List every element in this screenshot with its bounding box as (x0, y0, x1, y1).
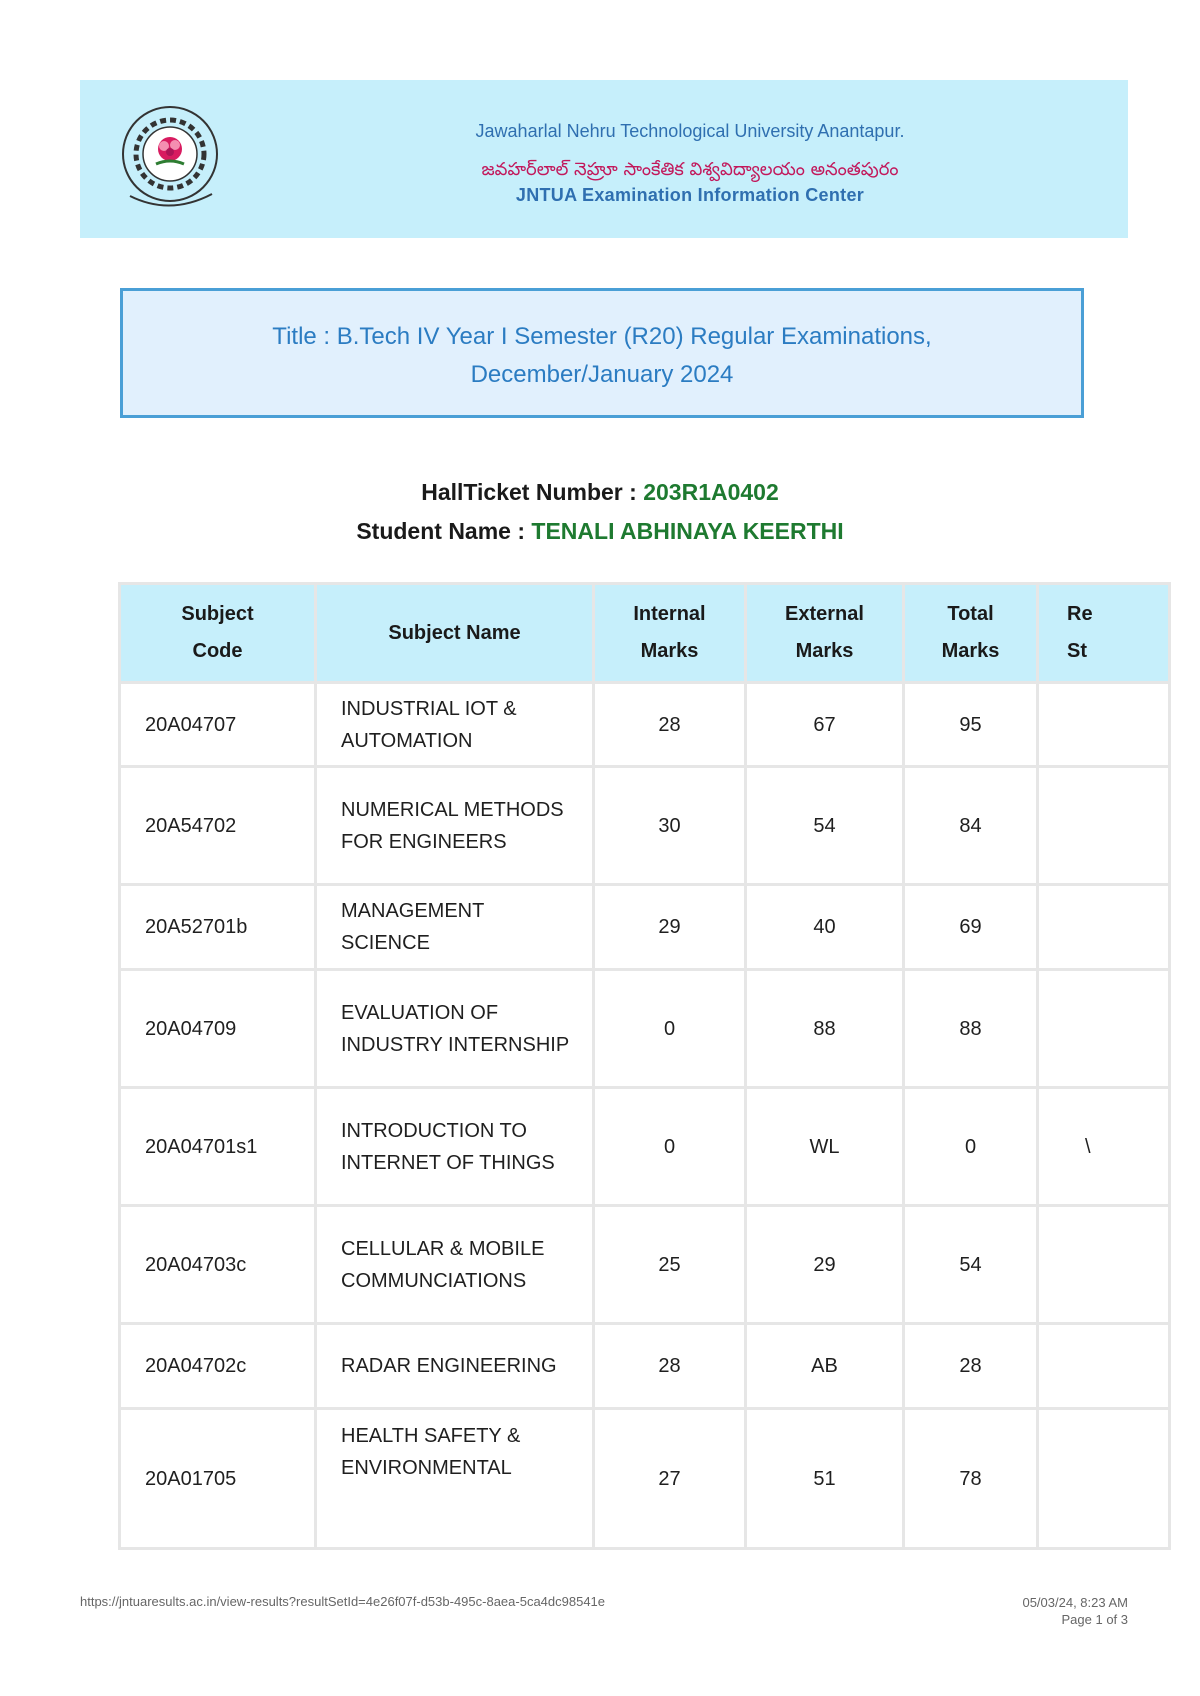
header-result-status: Re St (1038, 584, 1170, 683)
subject-code-cell: 20A04703c (120, 1206, 316, 1324)
result-status-cell (1038, 1324, 1170, 1409)
university-logo-icon (112, 104, 230, 216)
total-marks-cell: 0 (904, 1088, 1038, 1206)
result-status-cell (1038, 767, 1170, 885)
subject-name-cell: RADAR ENGINEERING (316, 1324, 594, 1409)
subject-name-cell: INDUSTRIAL IOT & AUTOMATION (316, 683, 594, 767)
exam-title-line-2: December/January 2024 (470, 361, 734, 388)
result-status-cell: \ (1038, 1088, 1170, 1206)
subject-code-cell: 20A04707 (120, 683, 316, 767)
subject-code-cell: 20A04702c (120, 1324, 316, 1409)
header-internal-marks: Internal Marks (594, 584, 746, 683)
results-table-container (118, 582, 1093, 1512)
internal-marks-cell: 28 (594, 683, 746, 767)
subject-name-cell: HEALTH SAFETY & ENVIRONMENTAL (316, 1409, 594, 1549)
header-subject-code: Subject Code (120, 584, 316, 683)
total-marks-cell: 95 (904, 683, 1038, 767)
internal-marks-cell: 0 (594, 1088, 746, 1206)
internal-marks-cell: 28 (594, 1324, 746, 1409)
internal-marks-cell: 0 (594, 970, 746, 1088)
result-status-cell (1038, 1206, 1170, 1324)
external-marks-cell: 67 (746, 683, 904, 767)
university-name-english: Jawaharlal Nehru Technological University Anantapur. (475, 121, 905, 141)
page-url: https://jntuaresults.ac.in/view-results?resultSetId=4e26f07f-d53b-495c-8aea-5ca4dc98541e (80, 1594, 606, 1609)
table-row (120, 1206, 1170, 1324)
subject-name-cell: INTRODUCTION TO INTERNET OF THINGS (316, 1088, 594, 1206)
table-row (120, 767, 1170, 885)
external-marks-cell: WL (746, 1088, 904, 1206)
subject-code-cell: 20A04709 (120, 970, 316, 1088)
external-marks-cell: 40 (746, 885, 904, 970)
header-external-marks: External Marks (746, 584, 904, 683)
table-row (120, 885, 1170, 970)
hallticket-label: HallTicket Number : (421, 479, 637, 505)
result-status-cell (1038, 683, 1170, 767)
exam-center-name: JNTUA Examination Information Center (515, 185, 865, 205)
header-banner (80, 80, 1128, 238)
result-status-cell (1038, 885, 1170, 970)
page-number: Page 1 of 3 (1061, 1612, 1128, 1627)
total-marks-cell: 28 (904, 1324, 1038, 1409)
internal-marks-cell: 29 (594, 885, 746, 970)
total-marks-cell: 69 (904, 885, 1038, 970)
table-row (120, 970, 1170, 1088)
header-total-marks: Total Marks (904, 584, 1038, 683)
internal-marks-cell: 30 (594, 767, 746, 885)
hallticket-row (0, 479, 1200, 506)
student-name-row (0, 518, 1200, 545)
exam-title-line-1: Title : B.Tech IV Year I Semester (R20) Regular Examinations, (272, 323, 932, 350)
internal-marks-cell: 27 (594, 1409, 746, 1549)
external-marks-cell: 51 (746, 1409, 904, 1549)
result-status-cell (1038, 1409, 1170, 1549)
subject-code-cell: 20A04701s1 (120, 1088, 316, 1206)
internal-marks-cell: 25 (594, 1206, 746, 1324)
print-datetime: 05/03/24, 8:23 AM (1022, 1595, 1128, 1610)
external-marks-cell: 88 (746, 970, 904, 1088)
external-marks-cell: AB (746, 1324, 904, 1409)
subject-code-cell: 20A52701b (120, 885, 316, 970)
university-name-telugu: జవహర్‌లాల్ నెహ్రూ సాంకేతిక విశ్వవిద్యాలయం అనంతపురం (481, 159, 899, 180)
subject-name-cell: CELLULAR & MOBILE COMMUNCIATIONS (316, 1206, 594, 1324)
subject-name-cell: MANAGEMENT SCIENCE (316, 885, 594, 970)
table-row (120, 1324, 1170, 1409)
result-status-cell (1038, 970, 1170, 1088)
subject-name-cell: EVALUATION OF INDUSTRY INTERNSHIP (316, 970, 594, 1088)
header-subject-name: Subject Name (316, 584, 594, 683)
student-name-value: TENALI ABHINAYA KEERTHI (531, 518, 844, 544)
university-text (440, 120, 940, 206)
table-row (120, 1409, 1170, 1549)
subject-name-cell: NUMERICAL METHODS FOR ENGINEERS (316, 767, 594, 885)
table-header-row (120, 584, 1170, 683)
external-marks-cell: 29 (746, 1206, 904, 1324)
table-row (120, 683, 1170, 767)
results-table (118, 582, 1171, 1550)
total-marks-cell: 54 (904, 1206, 1038, 1324)
student-name-label: Student Name : (356, 518, 526, 544)
total-marks-cell: 88 (904, 970, 1038, 1088)
external-marks-cell: 54 (746, 767, 904, 885)
subject-code-cell: 20A54702 (120, 767, 316, 885)
exam-title-box (120, 288, 1084, 418)
footer-meta (1022, 1594, 1128, 1628)
total-marks-cell: 78 (904, 1409, 1038, 1549)
hallticket-value: 203R1A0402 (643, 479, 779, 505)
total-marks-cell: 84 (904, 767, 1038, 885)
subject-code-cell: 20A01705 (120, 1409, 316, 1549)
table-row (120, 1088, 1170, 1206)
